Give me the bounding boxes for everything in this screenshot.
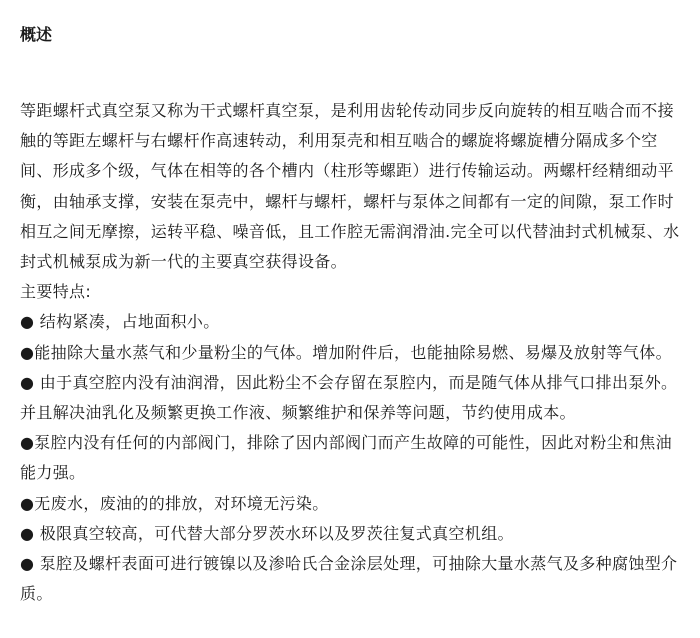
document-body — [20, 96, 686, 609]
feature-item: ● 泵腔及螺杆表面可进行镀镍以及渗哈氏合金涂层处理，可抽除大量水蒸气及多种腐蚀型介质。 — [20, 554, 678, 604]
feature-item: ●能抽除大量水蒸气和少量粉尘的气体。增加附件后，也能抽除易燃、易爆及放射等气体。 — [20, 342, 672, 362]
intro-paragraph: 等距螺杆式真空泵又称为干式螺杆真空泵，是利用齿轮传动同步反向旋转的相互啮合而不接触的等距左螺杆与右螺杆作高速转动，利用泵壳和相互啮合的螺旋将螺旋槽分隔成多个空间、形成多个级，气体在相等的各个槽内（柱形等螺距）进行传输运动。两螺杆经精细动平衡，由轴承支撑，安装在泵壳中，螺杆与螺杆，螺杆与泵体之间都有一定的间隙，泵工作时相互之间无摩擦，运转平稳、噪音低，且工作腔无需润滑油.完全可以代替油封式机械泵、水封式机械泵成为新一代的主要真空获得设备。 — [20, 101, 680, 272]
feature-item: ●泵腔内没有任何的内部阀门，排除了因内部阀门而产生故障的可能性，因此对粉尘和焦油能力强。 — [20, 433, 672, 483]
feature-item: ●无废水，废油的的排放，对环境无污染。 — [20, 493, 329, 513]
feature-item: ● 极限真空较高，可代替大部分罗茨水环以及罗茨往复式真空机组。 — [20, 523, 514, 543]
section-title: 概述 — [20, 25, 53, 44]
features-heading: 主要特点: — [20, 282, 92, 302]
feature-item: ● 结构紧凑，占地面积小。 — [20, 312, 220, 332]
spacer — [20, 50, 686, 96]
feature-item: ● 由于真空腔内没有油润滑，因此粉尘不会存留在泵腔内，而是随气体从排气口排出泵外。并且解决油乳化及频繁更换工作液、频繁维护和保养等问题，节约使用成本。 — [20, 372, 678, 423]
